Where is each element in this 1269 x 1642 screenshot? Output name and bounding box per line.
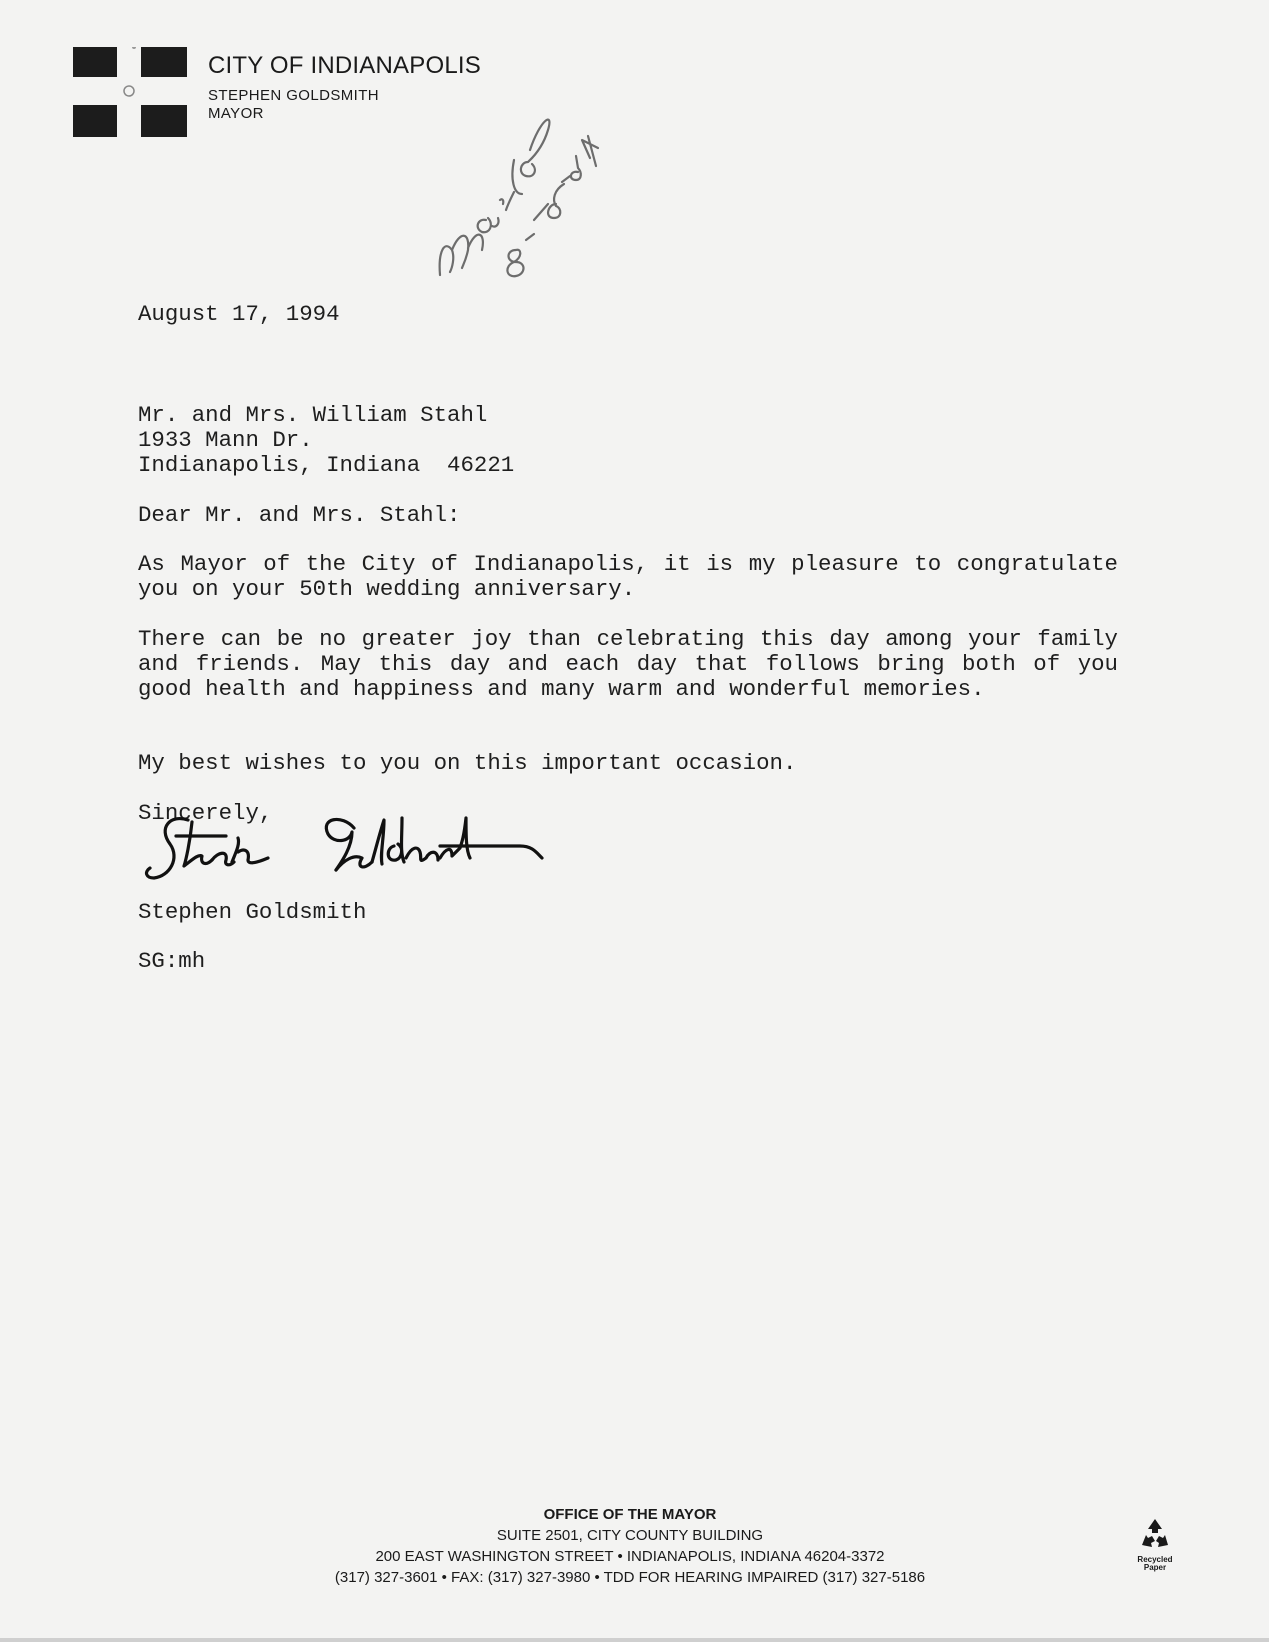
recycle-icon [1138, 1517, 1172, 1551]
salutation: Dear Mr. and Mrs. Stahl: [138, 502, 461, 528]
letter-date: August 17, 1994 [138, 301, 340, 327]
scan-bottom-edge [0, 1638, 1269, 1642]
letterhead-city: CITY OF INDIANAPOLIS [208, 52, 481, 79]
letterhead-mayor-name: STEPHEN GOLDSMITH [208, 87, 379, 104]
recycled-paper-badge [1130, 1517, 1180, 1579]
footer-phone-numbers: (317) 327-3601 • FAX: (317) 327-3980 • TDD FOR HEARING IMPAIRED (317) 327-5186 [334, 1569, 926, 1586]
signer-name: Stephen Goldsmith [138, 899, 367, 925]
closing: Sincerely, [138, 800, 273, 826]
recipient-street: 1933 Mann Dr. [138, 427, 313, 453]
body-paragraph: As Mayor of the City of Indianapolis, it is my pleasure to congratulate you on your 50th wedding anniversary. [138, 551, 1118, 602]
body-paragraph: There can be no greater joy than celebrating this day among your family and friends. May this day and each day that follows bring both of you good health and happiness and many warm and wonderful memories. [138, 626, 1118, 702]
recipient-name: Mr. and Mrs. William Stahl [138, 402, 488, 428]
recipient-city-state-zip: Indianapolis, Indiana 46221 [138, 452, 515, 478]
handwritten-mailed-note [430, 100, 620, 330]
city-seal-logo-icon [73, 47, 187, 139]
reference-initials: SG:mh [138, 948, 206, 974]
footer-office: OFFICE OF THE MAYOR [543, 1506, 717, 1523]
handwritten-signature [140, 808, 560, 900]
body-paragraph: My best wishes to you on this important occasion. [138, 750, 797, 776]
recycled-paper-label: Recycled Paper [1137, 1555, 1173, 1572]
footer-street-address: 200 EAST WASHINGTON STREET • INDIANAPOLIS, INDIANA 46204-3372 [375, 1548, 885, 1565]
letterhead-mayor-title: MAYOR [208, 105, 264, 122]
footer-suite: SUITE 2501, CITY COUNTY BUILDING [496, 1527, 764, 1544]
